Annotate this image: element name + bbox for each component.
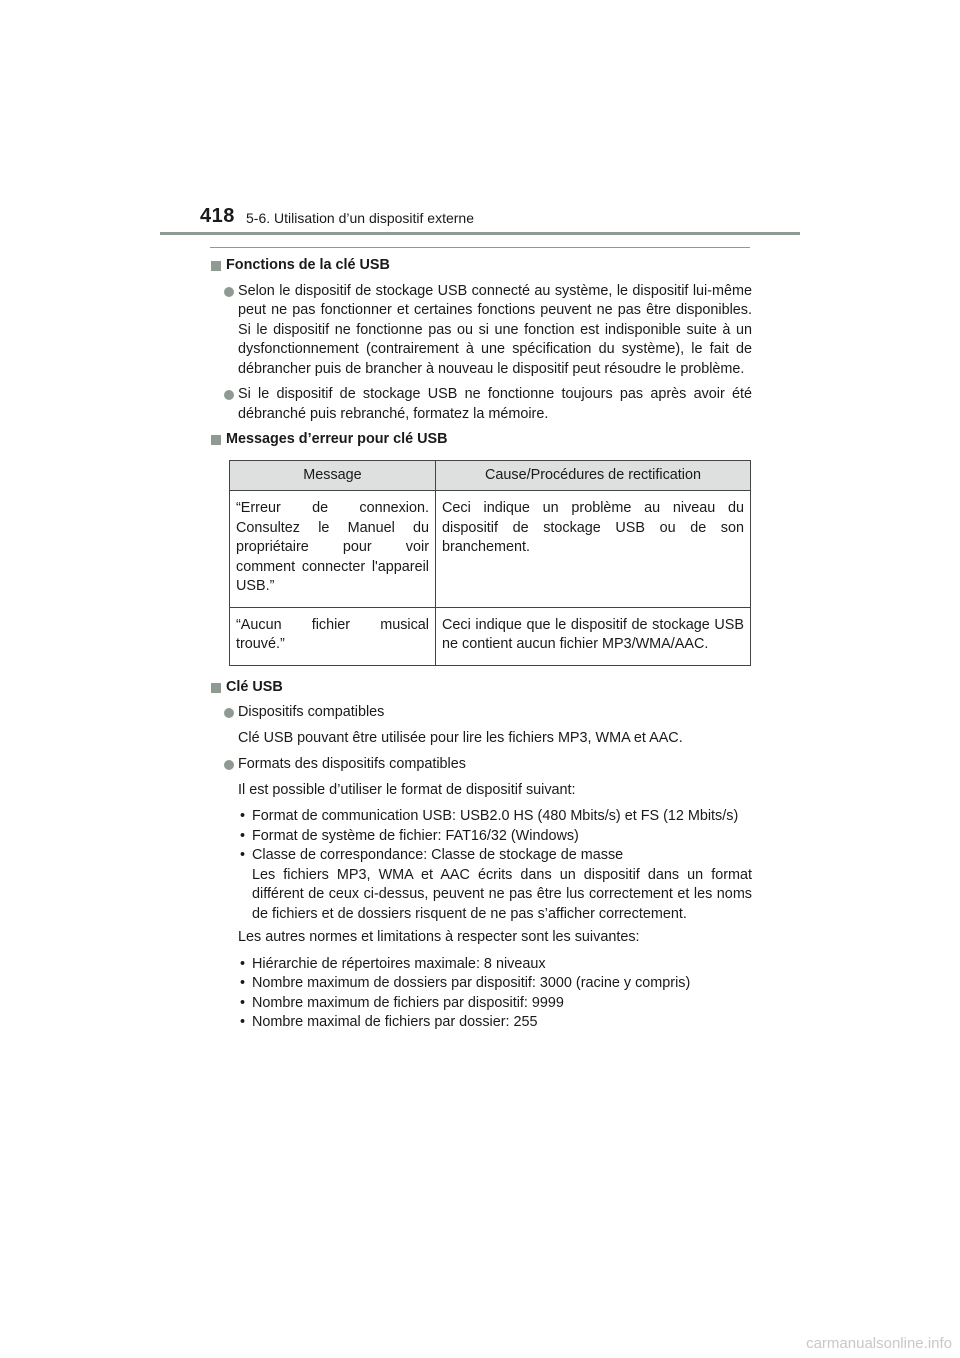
table-row xyxy=(230,607,751,665)
error-messages-table xyxy=(229,460,751,666)
table-row xyxy=(230,491,751,608)
limits-intro: Les autres normes et limitations à respecter sont les suivantes: xyxy=(238,929,640,945)
bullet-item: Selon le dispositif de stockage USB connecté au système, le dispositif lui-même peut ne pas fonctionner et certaines fonctions peuvent ne pas être disponibles. Si le dispositif ne fonctionne pas ou si une fonction est indisponible suite à un dysfonctionnement (contrairement à une spécification du système), le fait de débrancher puis de brancher à nouveau le dispositif peut résoudre le problème. xyxy=(210,282,752,380)
bullet-item: Dispositifs compatibles xyxy=(210,703,752,723)
list-item: • Nombre maximal de fichiers par dossier: 255 xyxy=(210,1013,752,1033)
list-item: • Hiérarchie de répertoires maximale: 8 niveaux xyxy=(210,955,752,975)
list-item: • Nombre maximum de dossiers par dispositif: 3000 (racine y compris) xyxy=(210,974,752,994)
page-content xyxy=(210,256,752,1033)
circle-bullet-icon xyxy=(224,390,234,400)
dot-marker-icon: • xyxy=(240,975,246,991)
square-bullet-icon xyxy=(211,261,221,271)
message-cell: “Erreur de connexion. Consultez le Manuel du propriétaire pour voir comment connecter l'appareil USB.” xyxy=(230,491,436,608)
list-item: • Classe de correspondance: Classe de stockage de masse xyxy=(210,846,752,866)
dot-marker-icon: • xyxy=(240,1014,246,1030)
dot-marker-icon: • xyxy=(240,994,246,1011)
page-header xyxy=(0,0,960,240)
column-header-cause: Cause/Procédures de rectification xyxy=(436,460,751,491)
circle-bullet-icon xyxy=(224,760,234,770)
list-item: • Format de communication USB: USB2.0 HS (480 Mbits/s) et FS (12 Mbits/s) xyxy=(210,807,752,827)
compatible-devices-text: Clé USB pouvant être utilisée pour lire les fichiers MP3, WMA et AAC. xyxy=(238,729,683,746)
list-item: • Format de système de fichier: FAT16/32 (Windows) xyxy=(210,827,752,847)
bullet-item: Si le dispositif de stockage USB ne fonctionne toujours pas après avoir été débranché puis rebranché, formatez la mémoire. xyxy=(210,385,752,424)
square-bullet-icon xyxy=(211,435,221,445)
circle-bullet-icon xyxy=(224,287,234,297)
column-header-message: Message xyxy=(230,460,436,491)
section-title: 5-6. Utilisation d’un dispositif externe xyxy=(246,210,475,226)
formats-note: Les fichiers MP3, WMA et AAC écrits dans un dispositif dans un format différent de ceux ci-dessus, peuvent ne pas être lus correctement et les noms de fichiers et de dossiers risquent de ne pas s’afficher correctement. xyxy=(252,866,752,922)
page-number: 418 xyxy=(200,205,235,227)
formats-intro: Il est possible d’utiliser le format de dispositif suivant: xyxy=(238,781,576,798)
bullet-item: Formats des dispositifs compatibles xyxy=(210,755,752,775)
cause-cell: Ceci indique un problème au niveau du dispositif de stockage USB ou de son branchement. xyxy=(436,491,751,608)
heading-usb-functions: Fonctions de la clé USB xyxy=(210,256,752,276)
dot-marker-icon: • xyxy=(240,847,246,863)
watermark: carmanualsonline.info xyxy=(806,1335,952,1352)
dot-marker-icon: • xyxy=(240,955,246,972)
circle-bullet-icon xyxy=(224,708,234,718)
heading-usb-key: Clé USB xyxy=(210,678,752,698)
content-divider xyxy=(210,247,750,248)
cause-cell: Ceci indique que le dispositif de stockage USB ne contient aucun fichier MP3/WMA/AAC. xyxy=(436,607,751,665)
square-bullet-icon xyxy=(211,683,221,693)
dot-marker-icon: • xyxy=(240,808,246,824)
message-cell: “Aucun fichier musical trouvé.” xyxy=(230,607,436,665)
header-divider xyxy=(160,232,800,235)
list-item: • Nombre maximum de fichiers par dispositif: 9999 xyxy=(210,994,752,1014)
dot-marker-icon: • xyxy=(240,827,246,844)
heading-error-messages: Messages d’erreur pour clé USB xyxy=(210,430,752,450)
